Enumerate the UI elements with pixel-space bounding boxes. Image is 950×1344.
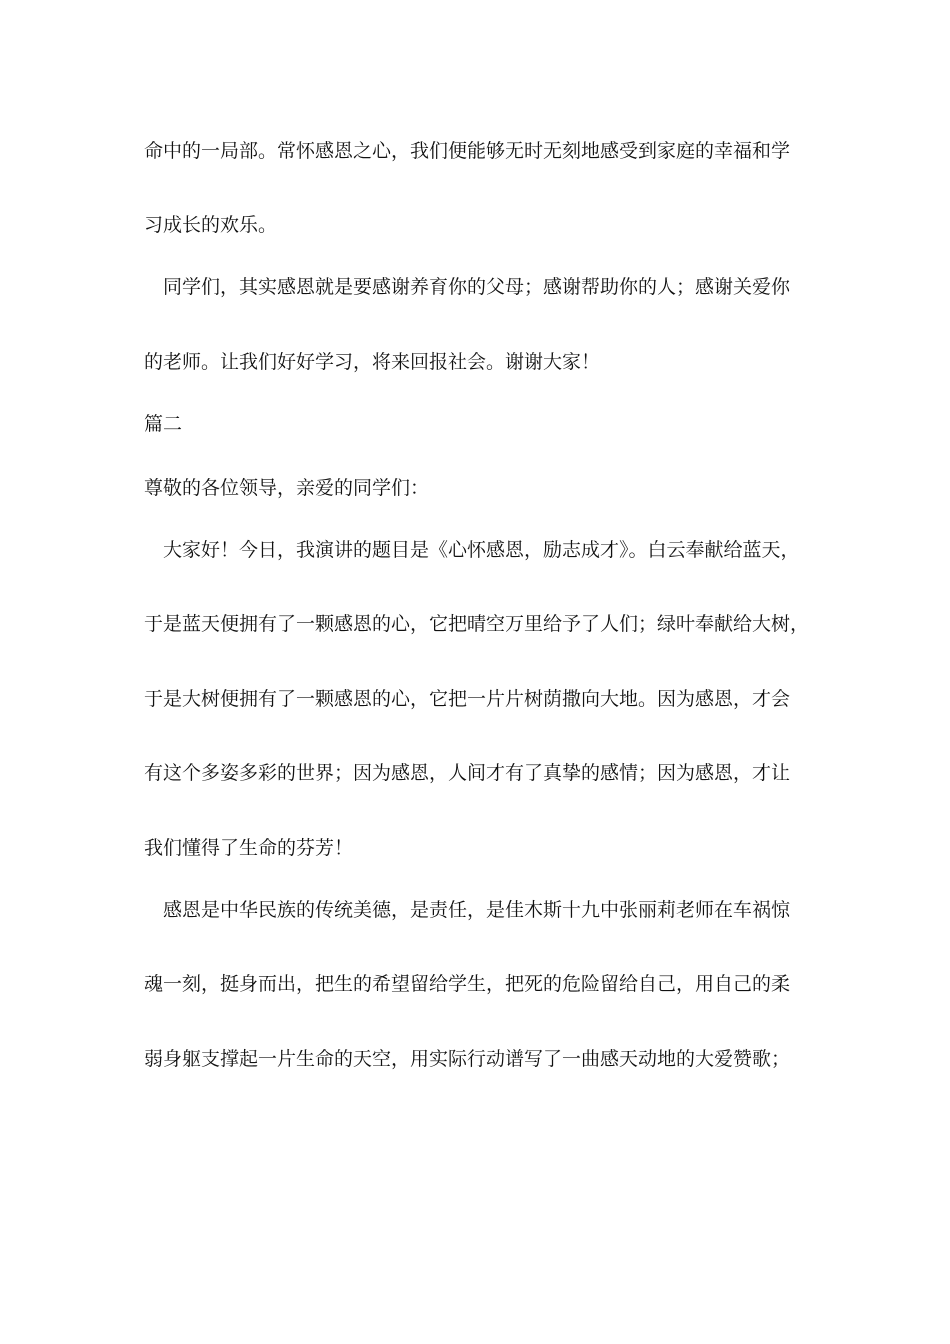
paragraph-line: 同学们，其实感恩就是要感谢养育你的父母；感谢帮助你的人；感谢关爱你: [144, 276, 791, 298]
paragraph-line: 我们懂得了生命的芬芳！: [144, 837, 354, 859]
paragraph-line: 命中的一局部。常怀感恩之心，我们便能够无时无刻地感受到家庭的幸福和学: [144, 140, 791, 162]
section-heading: 篇二: [144, 413, 183, 435]
paragraph-line: 感恩是中华民族的传统美德，是责任，是佳木斯十九中张丽莉老师在车祸惊: [144, 899, 791, 921]
paragraph-line: 于是大树便拥有了一颗感恩的心，它把一片片树荫撒向大地。因为感恩，才会: [144, 688, 791, 710]
paragraph-line: 习成长的欢乐。: [144, 214, 278, 236]
salutation-line: 尊敬的各位领导，亲爱的同学们：: [144, 477, 430, 499]
paragraph-line: 魂一刻，挺身而出，把生的希望留给学生，把死的危险留给自己，用自己的柔: [144, 973, 791, 995]
paragraph-line: 大家好！今日，我演讲的题目是《心怀感恩，励志成才》。白云奉献给蓝天，: [144, 539, 800, 561]
paragraph-line: 的老师。让我们好好学习，将来回报社会。谢谢大家！: [144, 351, 601, 373]
paragraph-line: 有这个多姿多彩的世界；因为感恩，人间才有了真挚的感情；因为感恩，才让: [144, 762, 791, 784]
paragraph-line: 弱身躯支撑起一片生命的天空，用实际行动谱写了一曲感天动地的大爱赞歌；: [144, 1048, 791, 1070]
paragraph-line: 于是蓝天便拥有了一颗感恩的心，它把晴空万里给予了人们；绿叶奉献给大树，: [144, 613, 810, 635]
